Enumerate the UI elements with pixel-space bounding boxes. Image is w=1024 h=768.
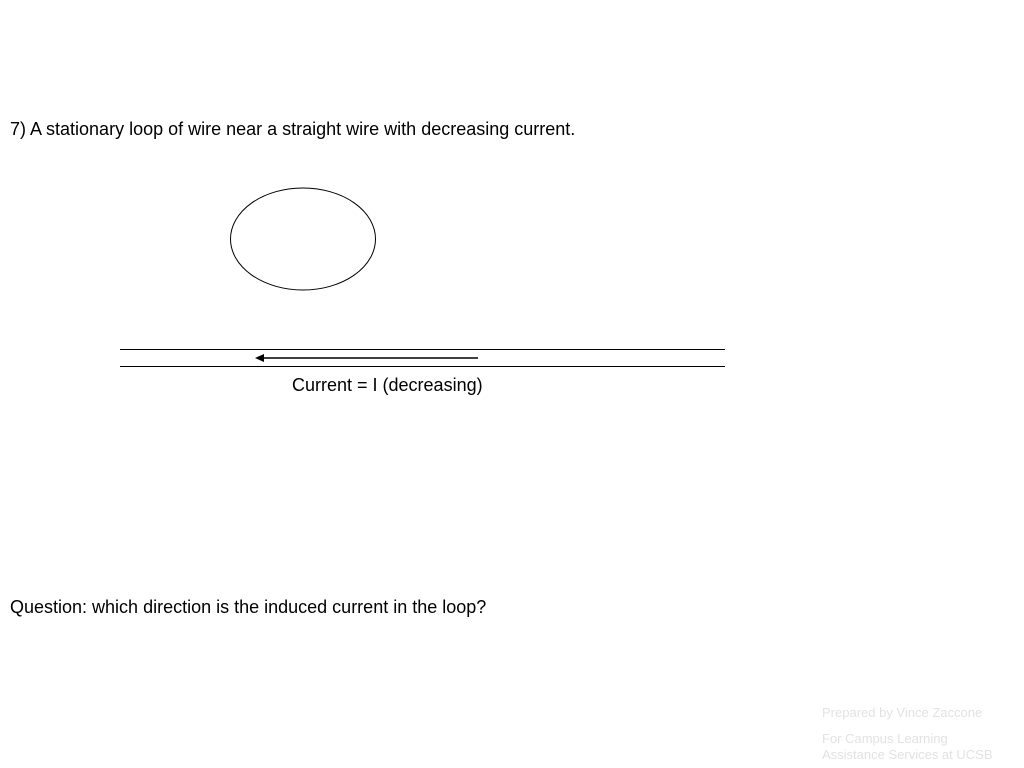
problem-statement: 7) A stationary loop of wire near a straight wire with decreasing current.: [10, 119, 576, 139]
current-arrow-head: [255, 354, 264, 362]
question-text: Question: which direction is the induced current in the loop?: [10, 597, 487, 617]
current-label: Current = I (decreasing): [292, 375, 483, 395]
wire-loop: [231, 188, 376, 290]
credit-prepared-by: Prepared by Vince Zaccone: [822, 705, 983, 720]
credit-organization-line-2: Assistance Services at UCSB: [822, 747, 993, 762]
credit-organization-line-1: For Campus Learning: [822, 731, 948, 746]
